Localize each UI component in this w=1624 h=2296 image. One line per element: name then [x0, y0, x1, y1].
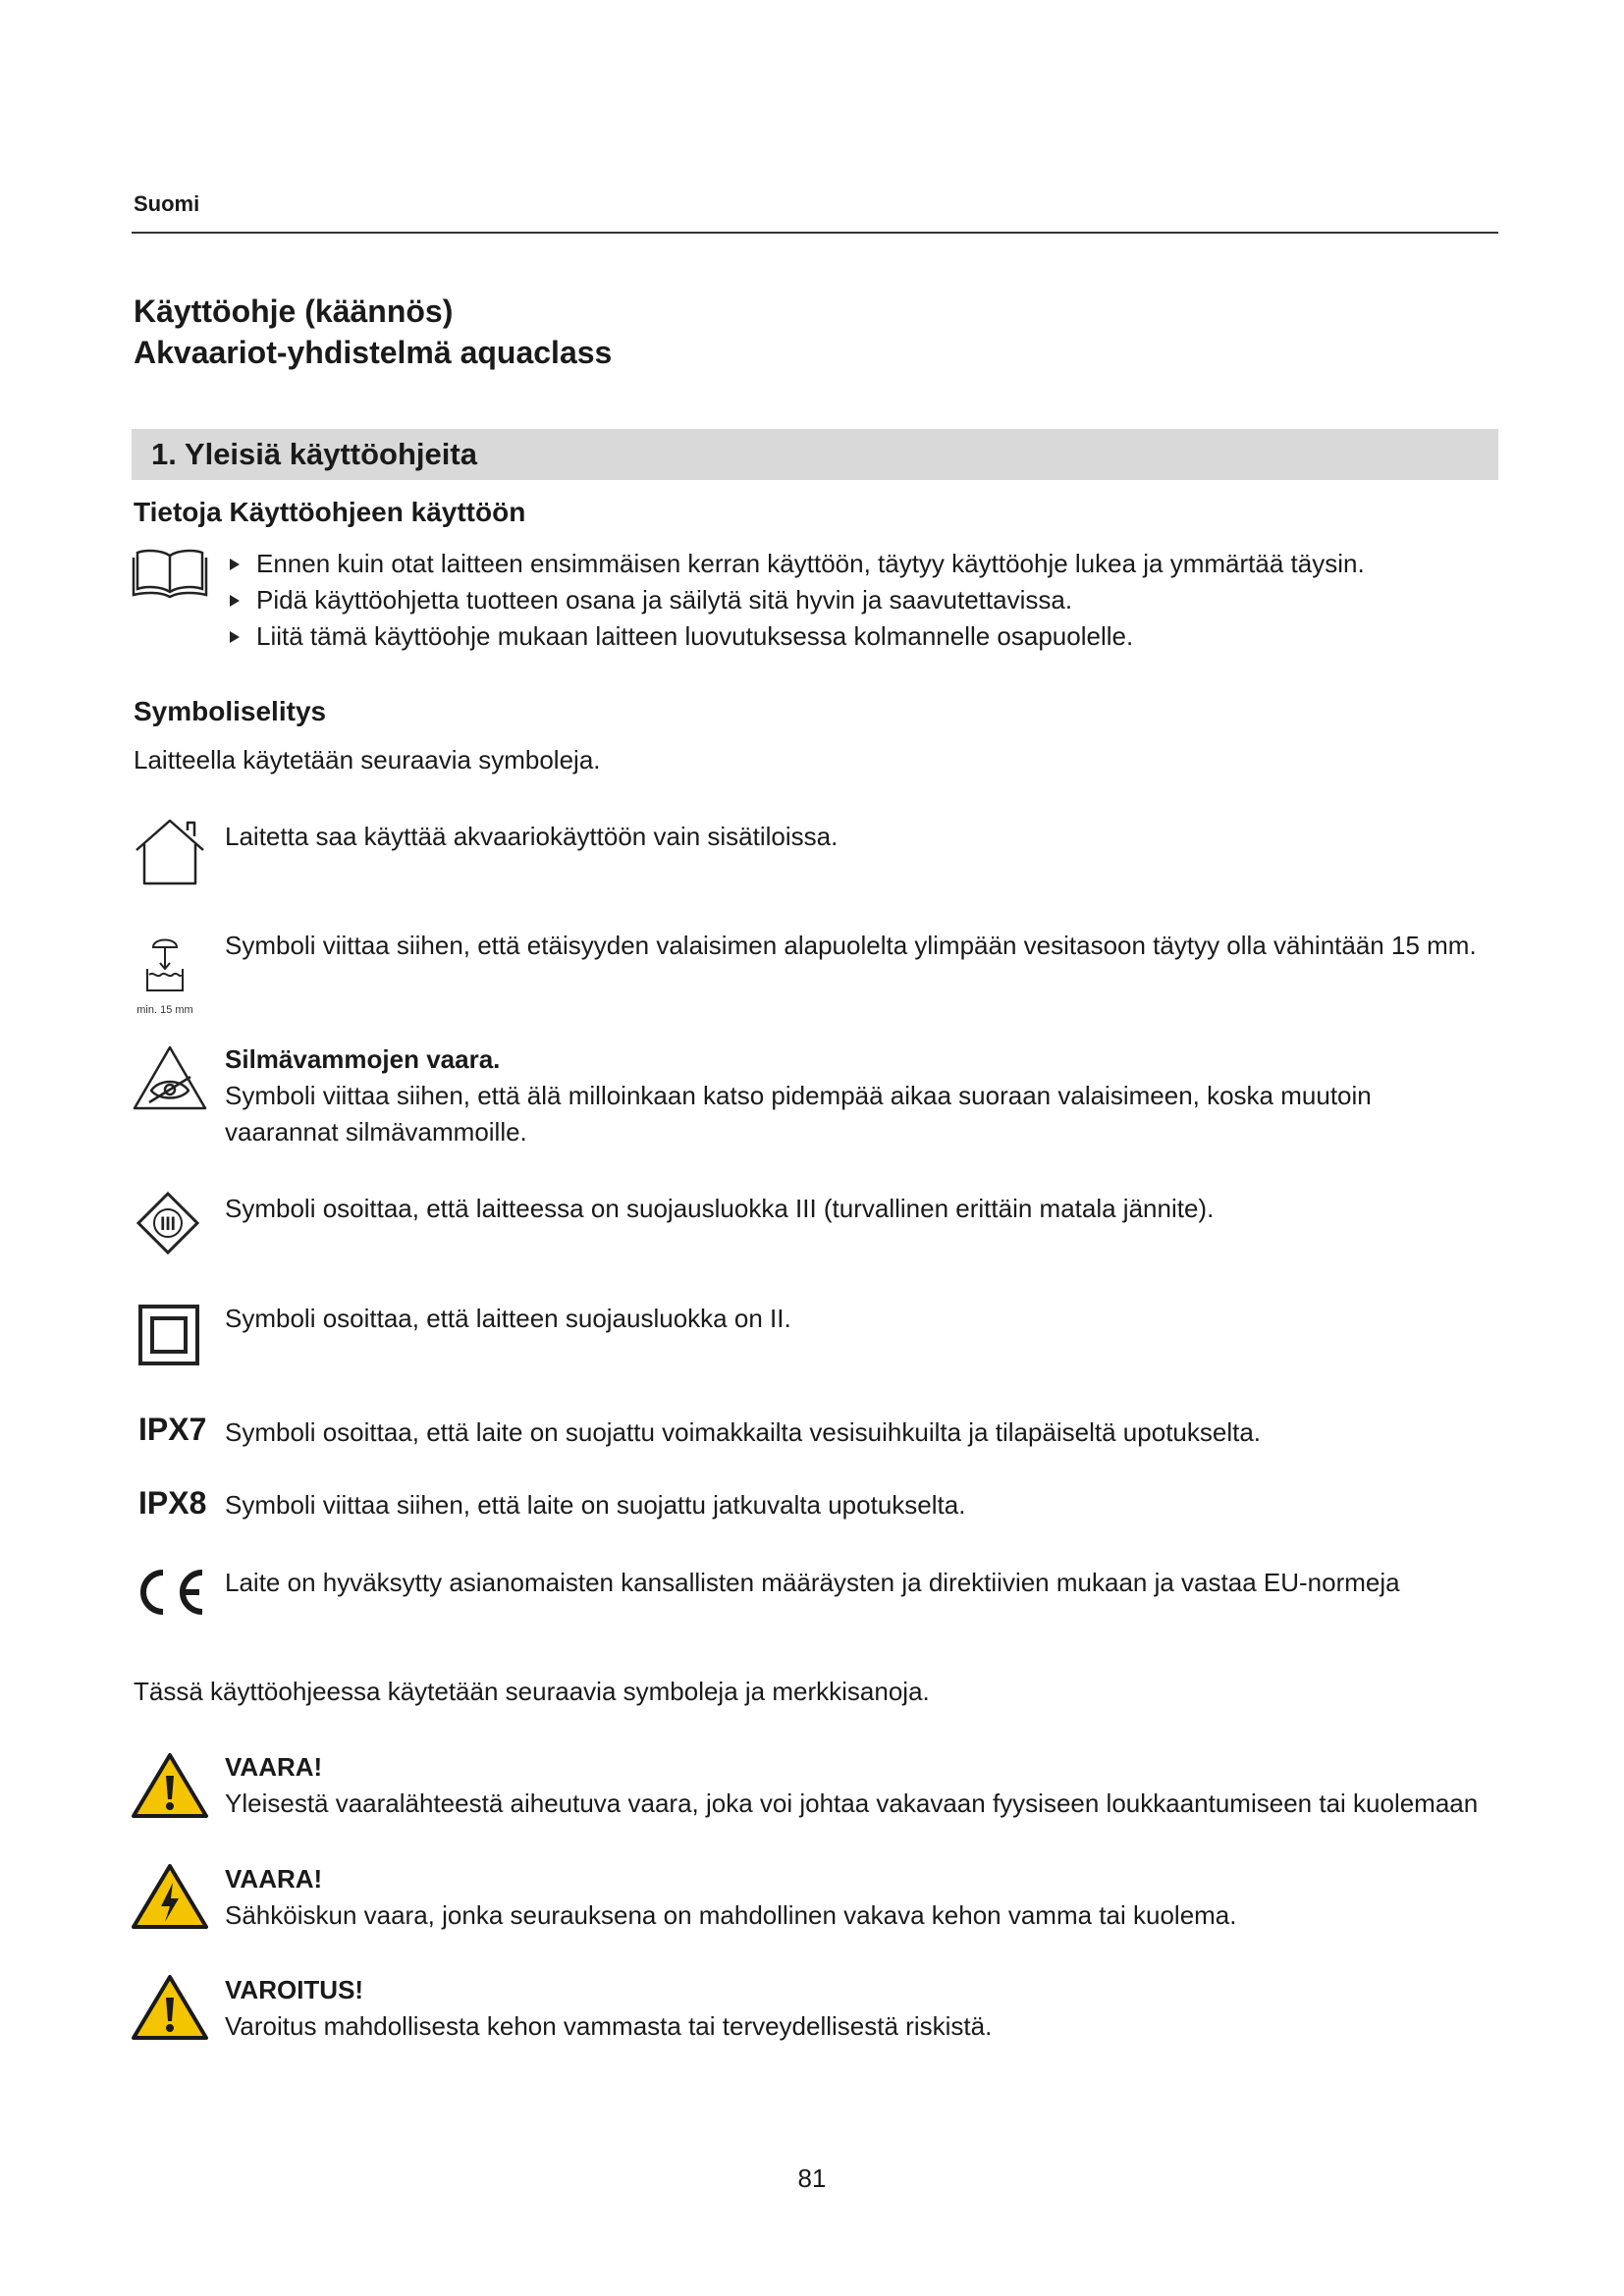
usage-info-heading: Tietoja Käyttöohjeen käyttöön	[134, 497, 526, 527]
document-title	[134, 291, 612, 373]
ipx8-label: IPX8	[138, 1485, 207, 1521]
header-divider	[132, 232, 1498, 234]
symbol-indoor-text	[225, 819, 1491, 855]
warning-title: VAARA!	[225, 1864, 323, 1894]
warning-title: VAROITUS!	[225, 1975, 364, 2004]
symbol-class2-text	[225, 1301, 1491, 1337]
general-danger-icon	[132, 1752, 208, 1819]
symbols-intro: Laitteella käytetään seuraavia symboleja.	[134, 745, 601, 774]
list-item: Pidä käyttöohjetta tuotteen osana ja säilytä sitä hyvin ja saavutettavissa.	[224, 582, 1365, 618]
symbol-title: Silmävammojen vaara.	[225, 1044, 501, 1074]
symbol-text: Symboli osoittaa, että laitteen suojausluokka on II.	[225, 1304, 791, 1333]
ce-mark-icon	[131, 1565, 209, 1620]
warning-text: Varoitus mahdollisesta kehon vammasta tai terveydellisestä riskistä.	[225, 2011, 993, 2041]
warning-title: VAARA!	[225, 1752, 323, 1782]
symbol-text: Laite on hyväksytty asianomaisten kansallisten määräysten ja direktiivien mukaan ja vastaa EU-normeja	[225, 1568, 1400, 1597]
symbol-text: Symboli viittaa siihen, että etäisyyden valaisimen alapuolelta ylimpään vesitasoon täytyy olla vähintään 15 mm.	[225, 931, 1477, 960]
page-number: 81	[797, 2163, 827, 2193]
symbol-ipx7-text	[225, 1415, 1491, 1451]
warning-danger-text	[225, 1749, 1491, 1822]
symbol-class3-text	[225, 1191, 1491, 1227]
warning-text: Sähköiskun vaara, jonka seurauksena on mahdollinen vakava kehon vamma tai kuolema.	[225, 1900, 1237, 1930]
title-line-1: Käyttöohje (käännös)	[134, 294, 454, 329]
usage-info-bullets	[224, 546, 1365, 655]
header-language: Suomi	[134, 191, 200, 216]
symbol-text: Symboli osoittaa, että laite on suojattu voimakkailta vesisuihkuilta ja tilapäiseltä upotukselta.	[225, 1417, 1262, 1447]
symbol-ce-text	[225, 1565, 1491, 1601]
symbol-eye-text	[225, 1041, 1491, 1150]
book-icon	[132, 546, 208, 601]
warning-shock-text	[225, 1861, 1491, 1934]
warnings-intro: Tässä käyttöohjeessa käytetään seuraavia symboleja ja merkkisanoja.	[134, 1677, 930, 1706]
section-title: 1. Yleisiä käyttöohjeita	[151, 437, 477, 471]
symbol-text: Symboli viittaa siihen, että laite on suojattu jatkuvalta upotukselta.	[225, 1490, 966, 1520]
class-3-label: III	[160, 1214, 176, 1235]
symbol-text: Symboli viittaa siihen, että älä milloinkaan katso pidempää aikaa suoraan valaisimeen, koska muutoin vaarannat silmävammoille.	[225, 1081, 1372, 1147]
symbol-distance-text	[225, 928, 1491, 964]
symbol-text: Laitetta saa käyttää akvaariokäyttöön vain sisätiloissa.	[225, 822, 839, 851]
symbol-ipx8-text	[225, 1487, 1491, 1523]
warning-text: Yleisestä vaaralähteestä aiheutuva vaara, joka voi johtaa vakavaan fyysiseen loukkaantumiseen tai kuolemaan	[225, 1789, 1479, 1818]
protection-class-3-icon	[135, 1191, 200, 1255]
indoor-house-icon	[134, 815, 206, 887]
electric-shock-icon	[132, 1863, 208, 1930]
ipx7-label: IPX7	[138, 1412, 207, 1447]
distance-icon-label: min. 15 mm	[136, 1004, 193, 1016]
distance-15mm-icon	[124, 930, 206, 1020]
caution-icon	[132, 1974, 208, 2041]
list-item: Ennen kuin otat laitteen ensimmäisen kerran käyttöön, täytyy käyttöohje lukea ja ymmärtää täysin.	[224, 546, 1365, 582]
title-line-2: Akvaariot-yhdistelmä aquaclass	[134, 335, 613, 370]
protection-class-2-icon	[137, 1304, 200, 1366]
warning-caution-text	[225, 1972, 1491, 2045]
list-item: Liitä tämä käyttöohje mukaan laitteen luovutuksessa kolmannelle osapuolelle.	[224, 618, 1365, 655]
symbols-heading: Symboliselitys	[134, 696, 327, 726]
symbol-text: Symboli osoittaa, että laitteessa on suojausluokka III (turvallinen erittäin matala jännite).	[225, 1194, 1215, 1223]
eye-injury-warning-icon	[132, 1043, 208, 1112]
